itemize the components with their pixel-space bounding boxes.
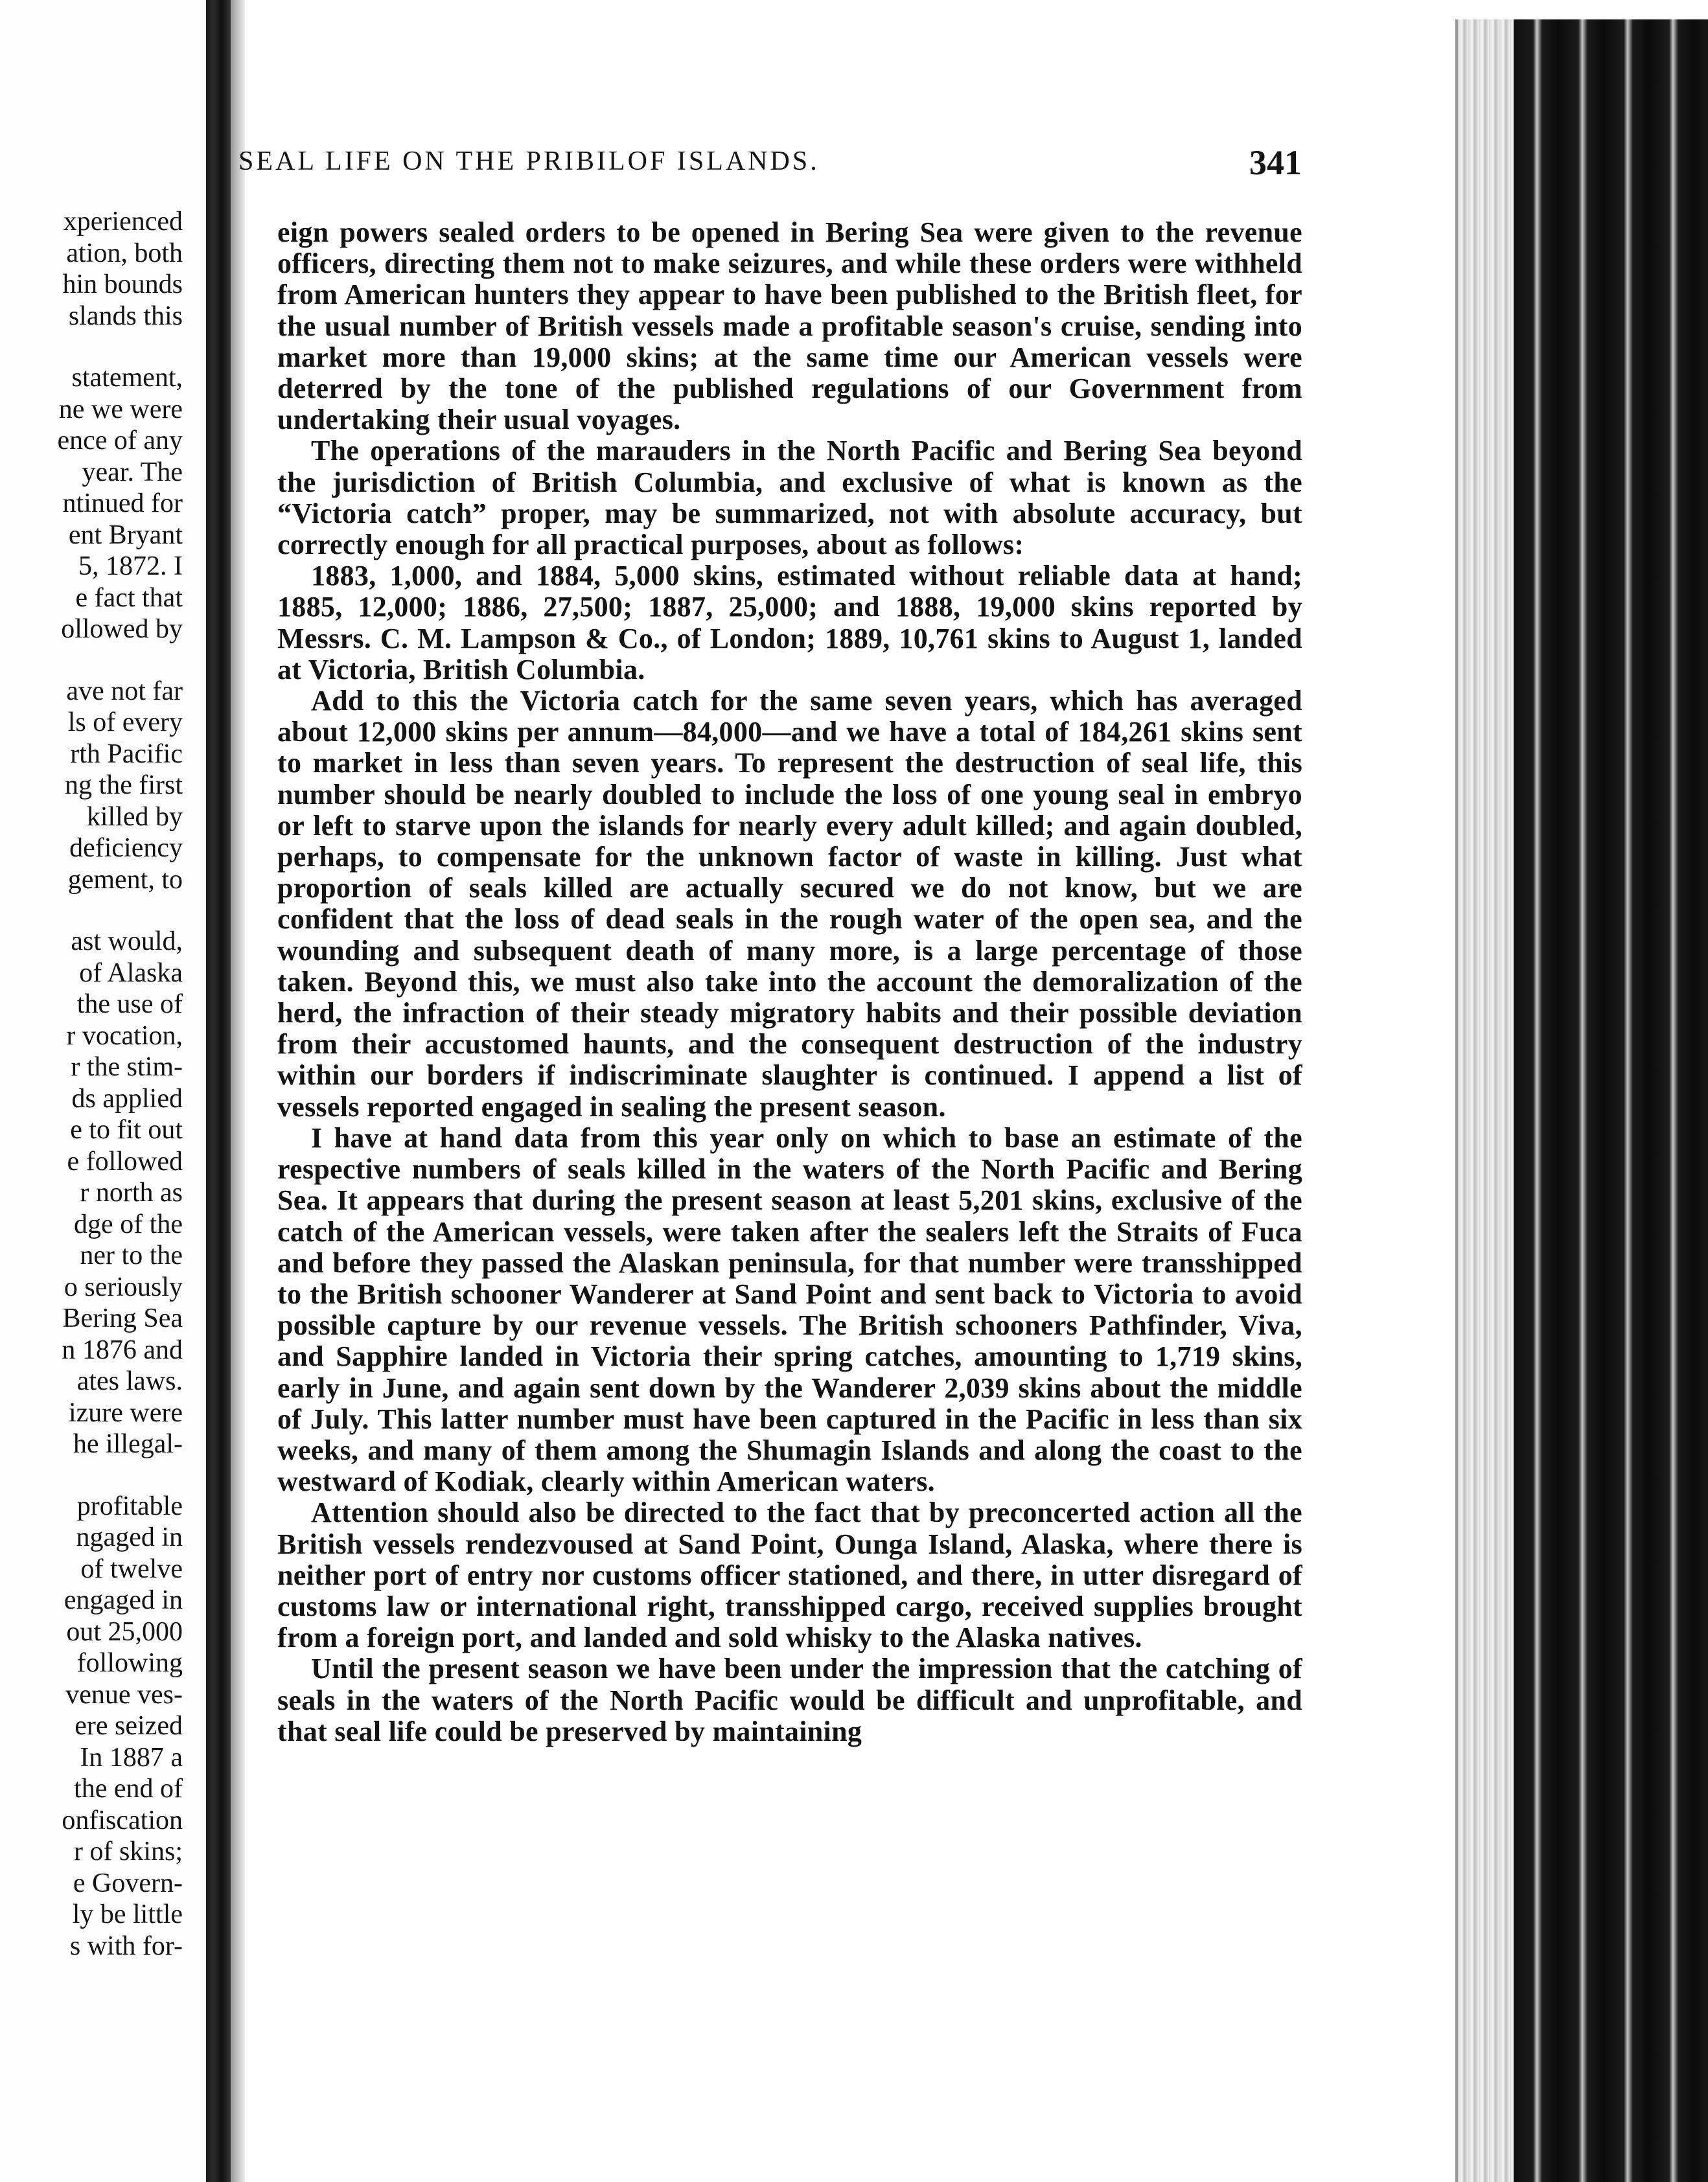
left-page-line: In 1887 a: [80, 1742, 183, 1773]
left-page-line: izure were: [68, 1397, 183, 1428]
left-page-line: slands this: [68, 301, 183, 331]
left-page-line: ast would,: [71, 926, 183, 956]
left-page-line: ation, both: [66, 238, 183, 268]
paragraph: eign powers sealed orders to be opened in Bering Sea were given to the revenue officers, directing them not to make seizures, and while these orders were withheld from American hunters they appear to have been published to the British fleet, for the usual number of British vessels made a profitable season's cruise, sending into market more than 19,000 skins; at the same time our American vessels were deterred by the tone of the published regulations of our Government from undertaking their usual voyages.: [277, 216, 1302, 436]
left-page-line: killed by: [86, 801, 183, 832]
left-page-line: ne we were: [58, 394, 183, 424]
left-page-line: r vocation,: [66, 1020, 183, 1051]
paragraph: I have at hand data from this year only on which to base an estimate of the respective numbers of seals killed in the waters of the North Pacific and Bering Sea. It appears that during the present season at least 5,201 skins, exclusive of the catch of the American vessels, were taken after the sealers left the Straits of Fuca and before they passed the Alaskan peninsula, for that number were transshipped to the British schooner Wanderer at Sand Point and sent back to Victoria to avoid possible capture by our revenue vessels. The British schooners Pathfinder, Viva, and Sapphire landed in Victoria their spring catches, amounting to 1,719 skins, early in June, and again sent down by the Wanderer 2,039 skins about the middle of July. This latter number must have been captured in the Pacific in less than six weeks, and many of them among the Shumagin Islands and along the coast to the westward of Kodiak, clearly within American waters.: [277, 1121, 1302, 1498]
left-page-line: ere seized: [75, 1711, 183, 1741]
paragraph: Until the present season we have been under the impression that the catching of seals in the waters of the North Pacific would be difficult and unprofitable, and that seal life could be preserved by maintaining: [277, 1653, 1302, 1747]
left-page-line: the use of: [76, 989, 183, 1019]
left-page-line: ng the first: [65, 770, 183, 800]
left-page-line: s with for-: [69, 1931, 183, 1961]
book-gutter: [206, 0, 231, 2182]
page-block-edge: [1455, 19, 1516, 2182]
left-page-line: venue ves-: [65, 1679, 183, 1710]
left-page-line: of twelve: [80, 1554, 183, 1584]
left-page-line: gement, to: [67, 864, 183, 895]
left-page-line: of Alaska: [79, 958, 183, 988]
running-head: SEAL LIFE ON THE PRIBILOF ISLANDS.: [238, 146, 820, 176]
paragraph: Attention should also be directed to the fact that by preconcerted action all the British vessels rendezvoused at Sand Point, Ounga Island, Alaska, where there is neither port of entry nor customs officer stationed, and there, in utter disregard of customs law or international right, transshipped cargo, received supplies brought from a foreign port, and landed and sold whisky to the Alaska natives.: [277, 1497, 1302, 1654]
book-cover-edge: [1514, 19, 1708, 2182]
paragraph: The operations of the marauders in the North Pacific and Bering Sea beyond the jurisdiction of British Columbia, and exclusive of what is known as the “Victoria catch” proper, may be summarized, not with absolute accuracy, but correctly enough for all practical purposes, about as follows:: [277, 435, 1302, 561]
left-page-line: ave not far: [66, 676, 183, 706]
left-page-line: the end of: [74, 1774, 183, 1804]
left-page-line: e followed: [67, 1146, 183, 1177]
left-page-line: hin bounds: [62, 270, 183, 299]
left-page-line: ates laws.: [76, 1366, 183, 1396]
left-page-line: ngaged in: [76, 1522, 183, 1552]
left-page-line: n 1876 and: [62, 1335, 183, 1365]
left-page-line: 5, 1872. I: [78, 551, 183, 581]
left-page-line: ds applied: [71, 1083, 183, 1114]
left-page-line: [0, 1460, 183, 1491]
left-page-line: ly be little: [72, 1900, 183, 1929]
left-page-line: statement,: [71, 363, 183, 393]
left-page-fragment: [0, 0, 206, 2182]
left-page-line: r of skins;: [74, 1837, 183, 1866]
left-page-line: ent Bryant: [68, 520, 183, 550]
left-page-line: dge of the: [74, 1209, 183, 1239]
left-page-text: [0, 206, 183, 1962]
left-page-line: rth Pacific: [70, 739, 183, 769]
page-number: 341: [1249, 143, 1302, 182]
left-page-line: ls of every: [67, 707, 183, 737]
paragraph: 1883, 1,000, and 1884, 5,000 skins, estimated without reliable data at hand; 1885, 12,000; 1886, 27,500; 1887, 25,000; and 1888, 19,000 skins reported by Messrs. C. M. Lampson & Co., of London; 1889, 10,761 skins to August 1, landed at Victoria, British Columbia.: [277, 560, 1302, 685]
background-top: [1514, 0, 1708, 19]
left-page-line: ence of any: [57, 426, 183, 455]
left-page-line: ner to the: [80, 1241, 183, 1270]
left-page-line: following: [76, 1648, 183, 1678]
left-page-line: o seriously: [63, 1272, 183, 1302]
left-page-line: e to fit out: [70, 1115, 183, 1145]
body-text: [277, 217, 1302, 1747]
left-page-line: engaged in: [63, 1585, 183, 1615]
left-page-line: out 25,000: [66, 1616, 183, 1647]
left-page-line: he illegal-: [73, 1429, 183, 1459]
left-page-line: r the stim-: [71, 1052, 183, 1082]
left-page-line: r north as: [80, 1178, 183, 1208]
left-page-line: Bering Sea: [62, 1303, 183, 1333]
left-page-line: [0, 895, 183, 926]
left-page-line: deficiency: [69, 833, 183, 863]
left-page-line: e Govern-: [73, 1868, 183, 1898]
left-page-line: profitable: [76, 1491, 183, 1521]
left-page-line: [0, 332, 183, 362]
left-page-line: xperienced: [63, 207, 183, 236]
left-page-line: onfiscation: [62, 1805, 183, 1835]
left-page-line: ollowed by: [61, 614, 183, 644]
left-page-line: [0, 645, 183, 676]
paragraph: Add to this the Victoria catch for the same seven years, which has averaged about 12,000 skins per annum—84,000—and we have a total of 184,261 skins sent to market in less than seven years. To represent the destruction of seal life, this number should be nearly doubled to include the loss of one young seal in embryo or left to starve upon the islands for nearly every adult killed; and again doubled, perhaps, to compensate for the unknown factor of waste in killing. Just what proportion of seals killed are actually secured we do not know, but we are confident that the loss of dead seals in the rough water of the open sea, and the wounding and subsequent death of many more, is a large percentage of those taken. Beyond this, we must also take into the account the demoralization of the herd, the infraction of their steady migratory habits and their possible deviation from their accustomed haunts, and the consequent destruction of the industry within our borders if indiscriminate slaughter is continued. I append a list of vessels reported engaged in sealing the present season.: [277, 685, 1302, 1123]
left-page-line: ntinued for: [62, 488, 183, 518]
left-page-line: year. The: [82, 457, 183, 487]
gutter-shadow: [231, 0, 245, 2182]
left-page-line: e fact that: [75, 582, 183, 613]
